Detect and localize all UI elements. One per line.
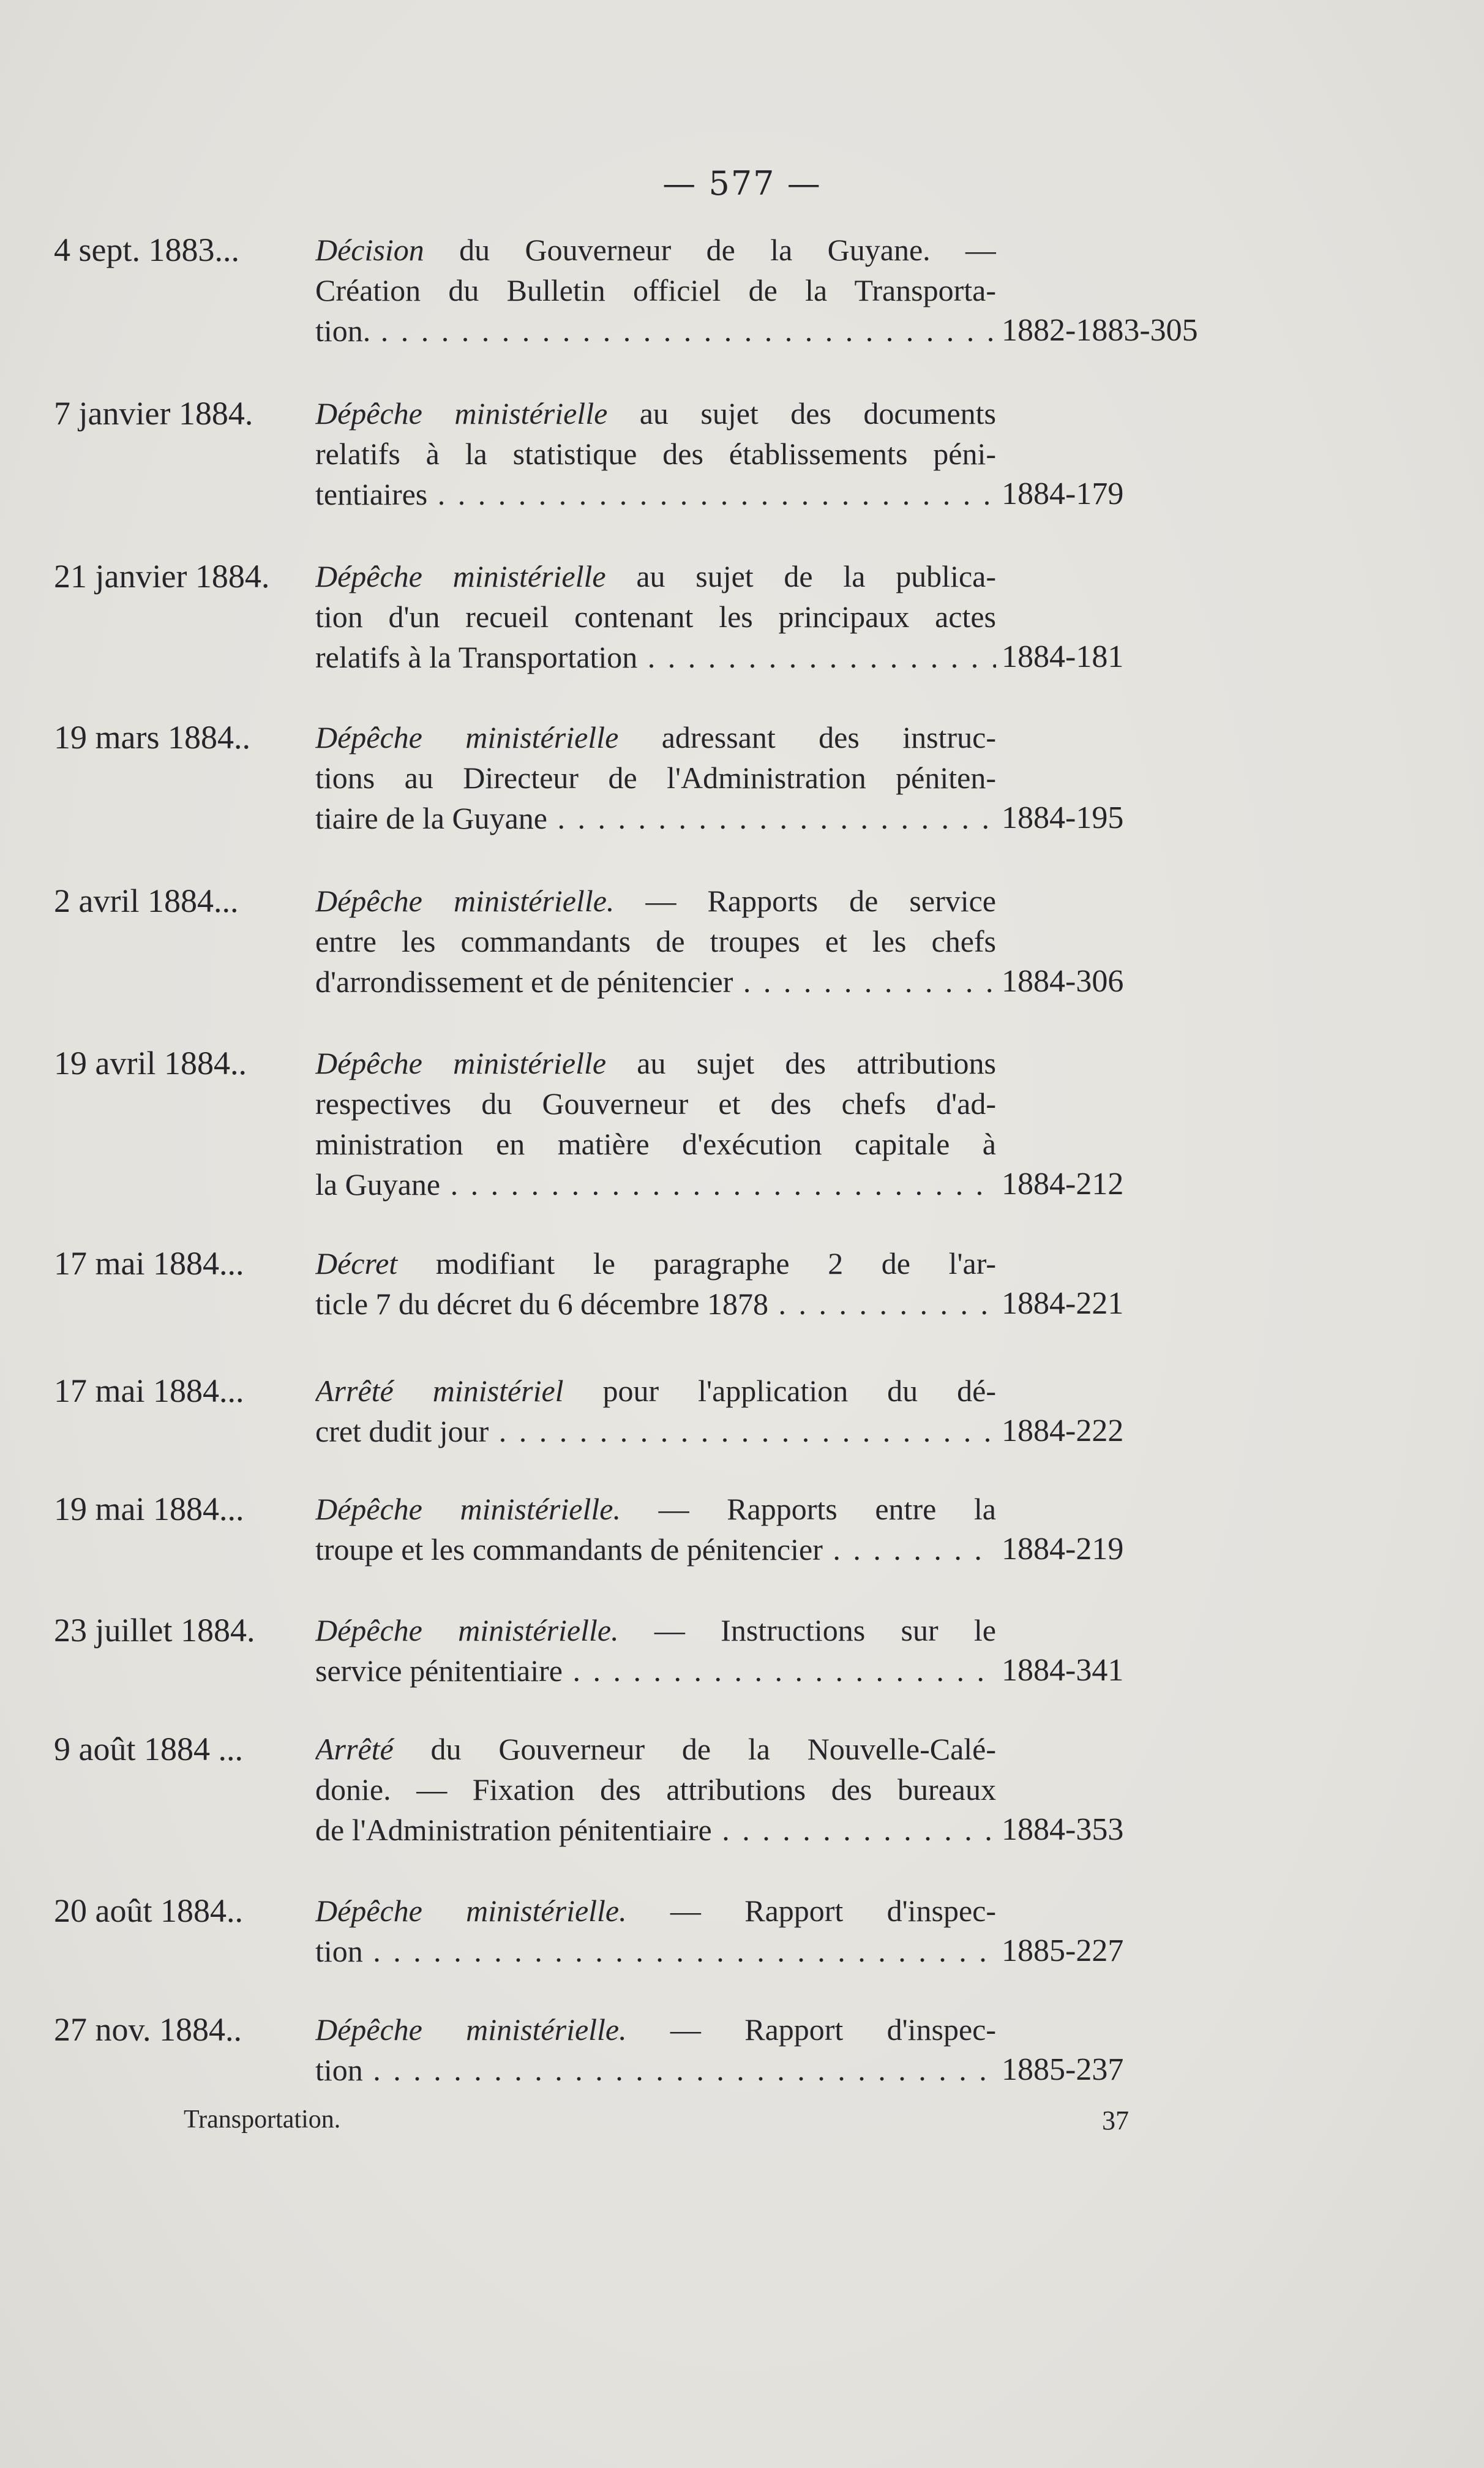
entry-reference: 1884-306 bbox=[1002, 964, 1124, 999]
entry-reference: 1884-179 bbox=[1002, 476, 1124, 511]
entry-kind: Dépêche ministérielle bbox=[315, 1046, 607, 1080]
footer-title: Transportation. bbox=[184, 2105, 341, 2134]
entry-text-line: tion . . . bbox=[315, 1931, 996, 1971]
entry-date: 7 janvier 1884. bbox=[54, 395, 253, 432]
entry-reference: 1885-227 bbox=[1002, 1933, 1124, 1968]
entry-kind: Dépêche ministérielle bbox=[315, 396, 608, 431]
entry-description bbox=[315, 1489, 996, 1570]
entry-text-line: entre les commandants de troupes et les chefs bbox=[315, 924, 996, 958]
entry-reference: 1884-221 bbox=[1002, 1286, 1124, 1321]
entry-description bbox=[315, 393, 996, 514]
entry-description bbox=[315, 1729, 996, 1850]
entry-text-line: — Rapports de service bbox=[645, 884, 996, 918]
entry-date: 9 août 1884 ... bbox=[54, 1731, 243, 1767]
entry-text-line: adressant des instruc- bbox=[661, 720, 996, 754]
entry-text-line: — Rapport d'inspec- bbox=[670, 1894, 996, 1928]
entry-kind: Décision bbox=[315, 233, 424, 267]
entry-text-line: tiaire de la Guyane . . . bbox=[315, 798, 996, 838]
entry-description bbox=[315, 556, 996, 677]
entry-text-line: modifiant le paragraphe 2 de l'ar- bbox=[435, 1246, 996, 1281]
entry-description bbox=[315, 230, 996, 351]
entry-text-line: tentiaires . . . bbox=[315, 474, 996, 514]
entry-date: 19 mai 1884... bbox=[54, 1491, 244, 1527]
entry-text-line: au sujet de la publica- bbox=[636, 559, 996, 593]
entry-text-line: au sujet des attributions bbox=[637, 1046, 996, 1080]
entry-text-line: — Instructions sur le bbox=[654, 1613, 996, 1647]
entry-reference: 1882-1883-305 bbox=[1002, 313, 1198, 348]
entry-date: 27 nov. 1884.. bbox=[54, 2011, 242, 2048]
entry-reference: 1884-353 bbox=[1002, 1812, 1124, 1847]
entry-kind: Dépêche ministérielle. bbox=[315, 1492, 621, 1526]
entry-date: 20 août 1884.. bbox=[54, 1892, 243, 1929]
entry-description bbox=[315, 1243, 996, 1324]
entry-text-line: donie. — Fixation des attributions des bureaux bbox=[315, 1772, 996, 1807]
entry-kind: Arrêté bbox=[315, 1732, 394, 1766]
entry-reference: 1884-219 bbox=[1002, 1532, 1124, 1567]
footer-signature: 37 bbox=[1102, 2105, 1129, 2135]
entry-text-line: — Rapports entre la bbox=[658, 1492, 996, 1526]
entry-text-line: tion d'un recueil contenant les principaux actes bbox=[315, 600, 996, 634]
entry-text-line: la Guyane . . . bbox=[315, 1164, 996, 1205]
entry-description bbox=[315, 1891, 996, 1971]
entry-text-line: relatifs à la Transportation . . . bbox=[315, 637, 996, 677]
entry-reference: 1884-341 bbox=[1002, 1653, 1124, 1688]
entry-text-line: cret dudit jour . . . bbox=[315, 1411, 996, 1451]
entry-kind: Dépêche ministérielle bbox=[315, 720, 619, 754]
entry-kind: Dépêche ministérielle bbox=[315, 559, 606, 593]
entry-text-line: du Gouverneur de la Nouvelle-Calé- bbox=[430, 1732, 996, 1766]
entry-kind: Décret bbox=[315, 1246, 398, 1281]
page-number: — 577 — bbox=[662, 164, 822, 203]
entry-text-line: tions au Directeur de l'Administration péniten- bbox=[315, 761, 996, 795]
entry-description bbox=[315, 2009, 996, 2090]
entry-description bbox=[315, 717, 996, 838]
entry-text-line: au sujet des documents bbox=[639, 396, 996, 431]
entry-text-line: de l'Administration pénitentiaire . . . bbox=[315, 1810, 996, 1850]
entry-description bbox=[315, 881, 996, 1002]
entry-kind: Arrêté ministériel bbox=[315, 1374, 564, 1408]
entry-date: 21 janvier 1884. bbox=[54, 558, 270, 595]
entry-description bbox=[315, 1371, 996, 1451]
entry-text-line: tion. . . . bbox=[315, 310, 996, 351]
entry-text-line: pour l'application du dé- bbox=[602, 1374, 996, 1408]
entry-description bbox=[315, 1610, 996, 1691]
entry-date: 19 mars 1884.. bbox=[54, 719, 250, 756]
entry-date: 19 avril 1884.. bbox=[54, 1045, 247, 1082]
entry-date: 17 mai 1884... bbox=[54, 1245, 244, 1282]
entry-kind: Dépêche ministérielle. bbox=[315, 884, 615, 918]
entry-date: 23 juillet 1884. bbox=[54, 1612, 255, 1649]
entry-text-line: troupe et les commandants de pénitencier . . . bbox=[315, 1529, 996, 1570]
entry-reference: 1885-237 bbox=[1002, 2052, 1124, 2087]
entry-description bbox=[315, 1043, 996, 1205]
entry-text-line: service pénitentiaire . . . bbox=[315, 1650, 996, 1691]
entry-text-line: respectives du Gouverneur et des chefs d'ad- bbox=[315, 1086, 996, 1121]
entry-text-line: ticle 7 du décret du 6 décembre 1878 . . . bbox=[315, 1284, 996, 1324]
entry-kind: Dépêche ministérielle. bbox=[315, 2012, 627, 2047]
entry-text-line: du Gouverneur de la Guyane. — bbox=[459, 233, 996, 267]
entry-text-line: — Rapport d'inspec- bbox=[670, 2012, 996, 2047]
entry-kind: Dépêche ministérielle. bbox=[315, 1613, 619, 1647]
entry-reference: 1884-212 bbox=[1002, 1167, 1124, 1202]
entry-text-line: relatifs à la statistique des établissements péni- bbox=[315, 437, 996, 471]
entry-date: 17 mai 1884... bbox=[54, 1372, 244, 1409]
entry-text-line: tion . . . bbox=[315, 2050, 996, 2090]
entry-reference: 1884-195 bbox=[1002, 800, 1124, 835]
entry-reference: 1884-222 bbox=[1002, 1413, 1124, 1448]
entry-date: 4 sept. 1883... bbox=[54, 231, 239, 268]
entry-text-line: Création du Bulletin officiel de la Transporta- bbox=[315, 273, 996, 307]
entry-reference: 1884-181 bbox=[1002, 639, 1124, 674]
entry-text-line: d'arrondissement et de pénitencier . . . bbox=[315, 961, 996, 1002]
entry-date: 2 avril 1884... bbox=[54, 882, 239, 919]
entry-kind: Dépêche ministérielle. bbox=[315, 1894, 627, 1928]
entry-text-line: ministration en matière d'exécution capitale à bbox=[315, 1127, 996, 1161]
